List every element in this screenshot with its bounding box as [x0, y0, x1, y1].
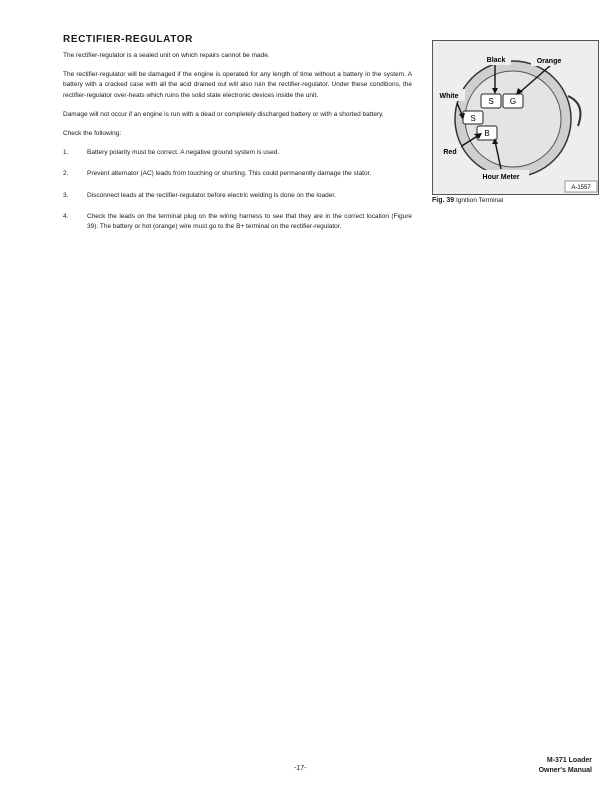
terminal-s-top-label: S: [488, 97, 494, 106]
page-number: -17-: [294, 765, 307, 772]
wire-label-white: White: [439, 93, 459, 100]
list-item: [63, 212, 412, 232]
terminal-b-label: B: [484, 129, 490, 138]
terminal-s-left-label: S: [470, 114, 476, 123]
paragraph-sealed-unit: The rectifier-regulator is a sealed unit on which repairs cannot be made.: [63, 52, 270, 59]
check-list: [63, 148, 412, 232]
list-item-text: Check the leads on the terminal plug on the wiring harness to see that they are in the correct location (Figure 39). The battery or hot (orange) wire must go to the B+ terminal on the rectifier-regulator.: [87, 212, 412, 231]
wire-label-red: Red: [443, 149, 457, 156]
paragraph-damage-warning: The rectifier-regulator will be damaged if the engine is operated for any length of time without a battery in the system. A battery with a cracked case with all the acid drained out will also ruin the rectifier-regulator. Under these conditions, the rectifier-regulator over-heats which ruins the solid state electronic devices inside the unit.: [63, 71, 412, 99]
list-item-number: 1.: [63, 149, 69, 157]
section-title: RECTIFIER-REGULATOR: [63, 34, 193, 45]
list-item-number: 3.: [63, 191, 69, 199]
wire-label-hour-meter: Hour Meter: [482, 174, 520, 181]
ignition-terminal-figure: [432, 40, 599, 195]
list-item-number: 4.: [63, 212, 69, 220]
list-item: [63, 169, 412, 179]
list-item-text: Disconnect leads at the rectifier-regulator before electric welding is done on the loader.: [87, 191, 336, 199]
ignition-terminal-diagram: [433, 41, 598, 194]
list-item-text: Battery polarity must be correct. A negative ground system is used.: [87, 149, 280, 157]
figure-caption: [432, 197, 503, 204]
terminal-g-label: G: [509, 97, 517, 106]
figure-code: A-1557: [571, 185, 591, 191]
figure-number: Fig. 39: [432, 197, 455, 204]
wire-label-orange: Orange: [536, 58, 562, 65]
manual-footer: [539, 756, 592, 776]
figure-caption-text: Ignition Terminal: [456, 197, 504, 204]
list-item: [63, 148, 412, 158]
main-content: [63, 34, 412, 243]
list-item-number: 2.: [63, 170, 69, 178]
paragraph-no-damage: Damage will not occur if an engine is run with a dead or completely discharged battery or with a shorted battery.: [63, 110, 384, 118]
paragraph-check-intro: Check the following:: [63, 130, 122, 138]
list-item: [63, 191, 412, 201]
manual-name: Owner's Manual: [538, 767, 592, 774]
list-item-text: Prevent alternator (AC) leads from touching or shorting. This could permanently damage the stator.: [87, 170, 372, 178]
wire-label-black: Black: [486, 57, 506, 64]
model-name: M-371 Loader: [546, 757, 592, 764]
